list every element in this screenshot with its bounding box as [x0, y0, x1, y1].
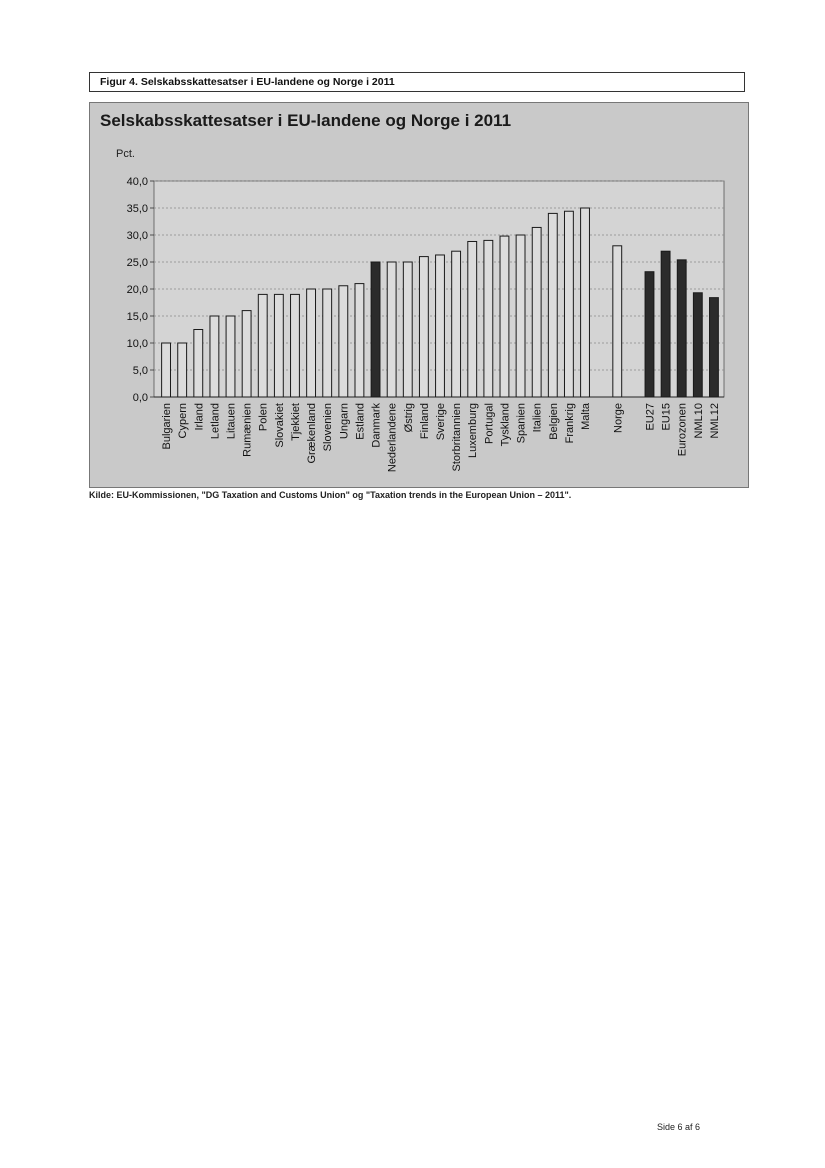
source-note: Kilde: EU-Kommissionen, "DG Taxation and Customs Union" og "Taxation trends in the European Union – 2011". — [89, 490, 572, 500]
x-tick-label: Norge — [612, 403, 625, 433]
x-tick-label: NML12 — [708, 403, 721, 439]
bar — [307, 289, 316, 397]
bar-chart — [90, 103, 748, 487]
x-tick-label: Storbritannien — [451, 403, 464, 472]
bar — [500, 236, 509, 397]
bar — [274, 294, 283, 397]
bar — [613, 246, 622, 397]
bar — [468, 241, 477, 397]
y-axis-unit-label: Pct. — [116, 148, 135, 160]
x-tick-label: Tjekkiet — [289, 403, 302, 441]
x-tick-label: Slovakiet — [273, 403, 286, 448]
x-tick-label: Tyskland — [499, 403, 512, 447]
x-tick-label: EU15 — [660, 403, 673, 431]
x-tick-label: Spanien — [515, 403, 528, 444]
bar — [710, 298, 719, 397]
y-tick-label: 35,0 — [126, 203, 148, 215]
x-tick-label: Bulgarien — [161, 403, 174, 450]
bar — [210, 316, 219, 397]
x-tick-label: Finland — [418, 403, 431, 440]
x-tick-label: Letland — [209, 403, 222, 440]
bar — [162, 343, 171, 397]
chart-frame — [89, 102, 749, 488]
x-tick-label: Ungarn — [338, 403, 351, 440]
bar — [323, 289, 332, 397]
bar — [661, 251, 670, 397]
bar — [371, 262, 380, 397]
bar — [194, 330, 203, 398]
bar — [548, 213, 557, 397]
bar — [532, 227, 541, 397]
x-tick-label: Italien — [531, 403, 544, 433]
x-tick-label: Estland — [354, 403, 367, 440]
bar — [339, 286, 348, 397]
x-tick-label: Slovenien — [322, 403, 335, 452]
bar — [403, 262, 412, 397]
y-tick-label: 5,0 — [132, 365, 148, 377]
bar — [516, 235, 525, 397]
x-tick-label: Østrig — [402, 403, 415, 433]
x-tick-label: Polen — [257, 403, 270, 432]
bar — [355, 284, 364, 397]
bar — [291, 294, 300, 397]
bar — [436, 255, 445, 397]
bar — [677, 260, 686, 397]
x-tick-label: Nederlandene — [386, 403, 399, 473]
y-tick-label: 30,0 — [126, 230, 148, 242]
x-tick-label: Sverige — [435, 403, 447, 441]
x-tick-label: Eurozonen — [676, 403, 689, 457]
bar — [258, 294, 267, 397]
y-tick-label: 20,0 — [126, 284, 148, 296]
x-tick-label: Luxemburg — [467, 403, 480, 459]
y-tick-label: 0,0 — [132, 392, 148, 404]
x-tick-label: Rumænien — [241, 403, 254, 457]
bar — [419, 257, 428, 397]
x-tick-label: Litauen — [225, 403, 238, 440]
x-tick-label: Belgien — [547, 403, 560, 440]
y-tick-label: 25,0 — [126, 257, 148, 269]
page-number: Side 6 af 6 — [657, 1122, 701, 1132]
x-tick-label: Cypern — [177, 403, 190, 439]
bar — [242, 311, 251, 397]
x-tick-label: Danmark — [370, 403, 383, 448]
x-tick-label: EU27 — [644, 403, 657, 431]
x-tick-label: Frankrig — [563, 403, 576, 444]
bar — [693, 293, 702, 397]
y-tick-label: 10,0 — [126, 338, 148, 350]
y-tick-label: 15,0 — [126, 311, 148, 323]
bar — [452, 251, 461, 397]
x-tick-label: Irland — [193, 403, 206, 431]
bar — [484, 240, 493, 397]
bar — [387, 262, 396, 397]
x-tick-label: Portugal — [483, 403, 496, 444]
x-tick-label: Grækenland — [306, 403, 319, 464]
figure-heading: Figur 4. Selskabsskattesatser i EU-landene og Norge i 2011 — [89, 72, 745, 92]
bar — [581, 208, 590, 397]
bar — [645, 272, 654, 397]
chart-title: Selskabsskattesatser i EU-landene og Norge i 2011 — [100, 111, 512, 130]
bar — [564, 211, 573, 397]
bar — [226, 316, 235, 397]
x-tick-label: Malta — [580, 403, 593, 430]
x-tick-label: NML10 — [692, 403, 705, 439]
y-tick-label: 40,0 — [126, 176, 148, 188]
bar — [178, 343, 187, 397]
